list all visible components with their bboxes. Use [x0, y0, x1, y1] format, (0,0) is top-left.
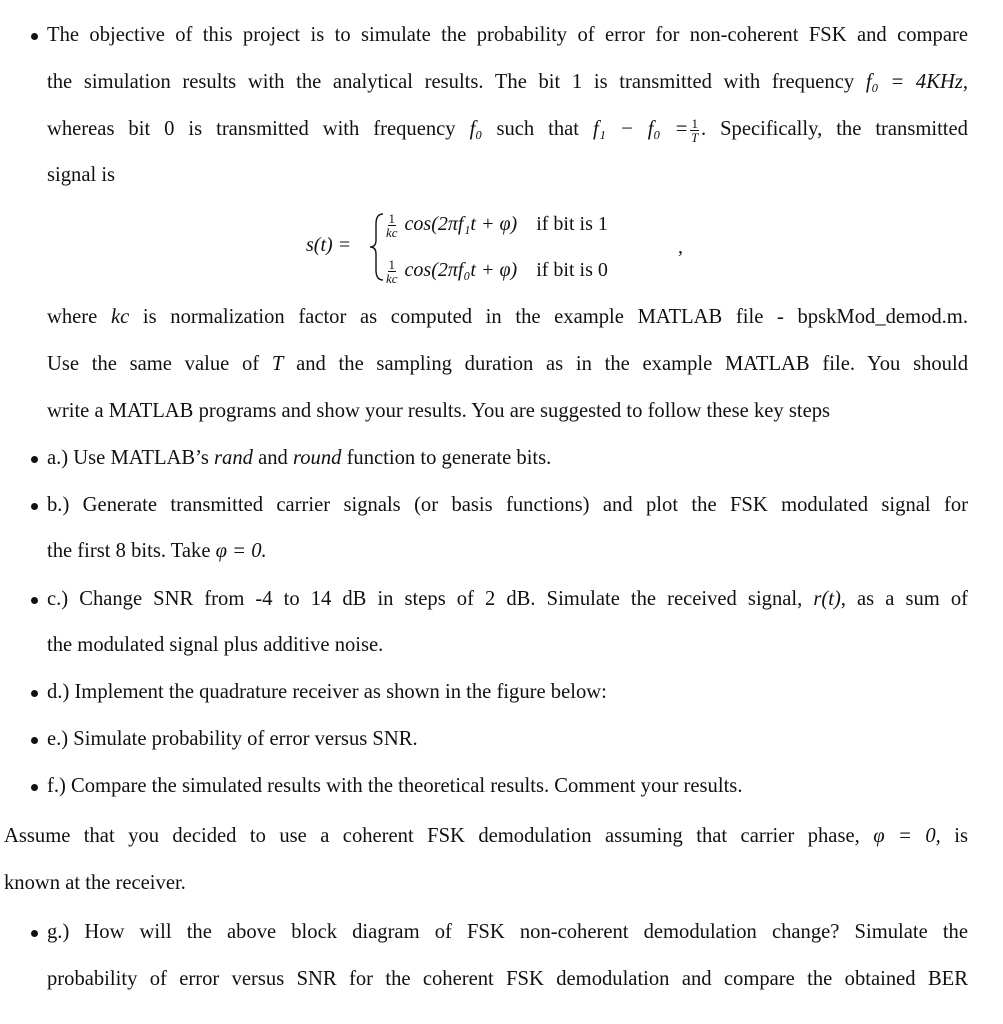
objective-line-1: The objective of this project is to simulate the probability of error for non-coherent FSK and compare [47, 24, 968, 46]
fraction-one-over-T: $\frac{1}{T}$ [691, 115, 699, 145]
equation-trailing-comma: , [678, 236, 683, 258]
assume-line-2: known at the receiver. [4, 872, 186, 894]
where-line-3: write a MATLAB programs and show your results. You are suggested to follow these key steps [47, 400, 831, 422]
where-line-2: Use the same value of T and the sampling duration as in the example MATLAB file. You should [47, 353, 968, 375]
bullet [31, 737, 38, 744]
objective-line-2: the simulation results with the analytical results. The bit 1 is transmitted with frequency f₀ = 4KHz, [47, 71, 968, 93]
objective-line-3: whereas bit 0 is transmitted with frequency f₀ such that f₁ − f₀ = $\frac{1}{T}$ . Specifically, the transmitted [47, 115, 968, 145]
bullet [31, 503, 38, 510]
assume-line-1: Assume that you decided to use a coherent FSK demodulation assuming that carrier phase, φ = 0, is [4, 825, 968, 847]
step-b-line-2: the first 8 bits. Take φ = 0. [47, 540, 267, 562]
step-a: a.) Use MATLAB’s rand and round function to generate bits. [47, 447, 552, 469]
bullet [31, 690, 38, 697]
step-e: e.) Simulate probability of error versus SNR. [47, 728, 418, 750]
bullet [31, 33, 38, 40]
step-f: f.) Compare the simulated results with the theoretical results. Comment your results. [47, 775, 743, 797]
equation-lhs: s(t) = [306, 234, 352, 256]
where-line-1: where kc is normalization factor as computed in the example MATLAB file - bpskMod_demod.m. [47, 306, 968, 328]
step-g-line-2: probability of error versus SNR for the coherent FSK demodulation and compare the obtained BER [47, 968, 968, 990]
equation-row-2: $\frac{1}{kc}$ cos(2πf₀t + φ) if bit is 0 [386, 257, 608, 286]
step-g-line-1: g.) How will the above block diagram of FSK non-coherent demodulation change? Simulate the [47, 921, 968, 943]
step-c-line-2: the modulated signal plus additive noise. [47, 634, 384, 656]
bullet [31, 456, 38, 463]
equation-row-1: $\frac{1}{kc}$ cos(2πf₁t + φ) if bit is 1 [386, 211, 608, 240]
step-d: d.) Implement the quadrature receiver as shown in the figure below: [47, 681, 607, 703]
objective-line-4: signal is [47, 164, 116, 186]
bullet [31, 784, 38, 791]
step-b-line-1: b.) Generate transmitted carrier signals (or basis functions) and plot the FSK modulated signal for [47, 494, 968, 516]
bullet [31, 597, 38, 604]
bullet [31, 930, 38, 937]
step-c-line-1: c.) Change SNR from -4 to 14 dB in steps of 2 dB. Simulate the received signal, r(t), as a sum of [47, 588, 969, 610]
